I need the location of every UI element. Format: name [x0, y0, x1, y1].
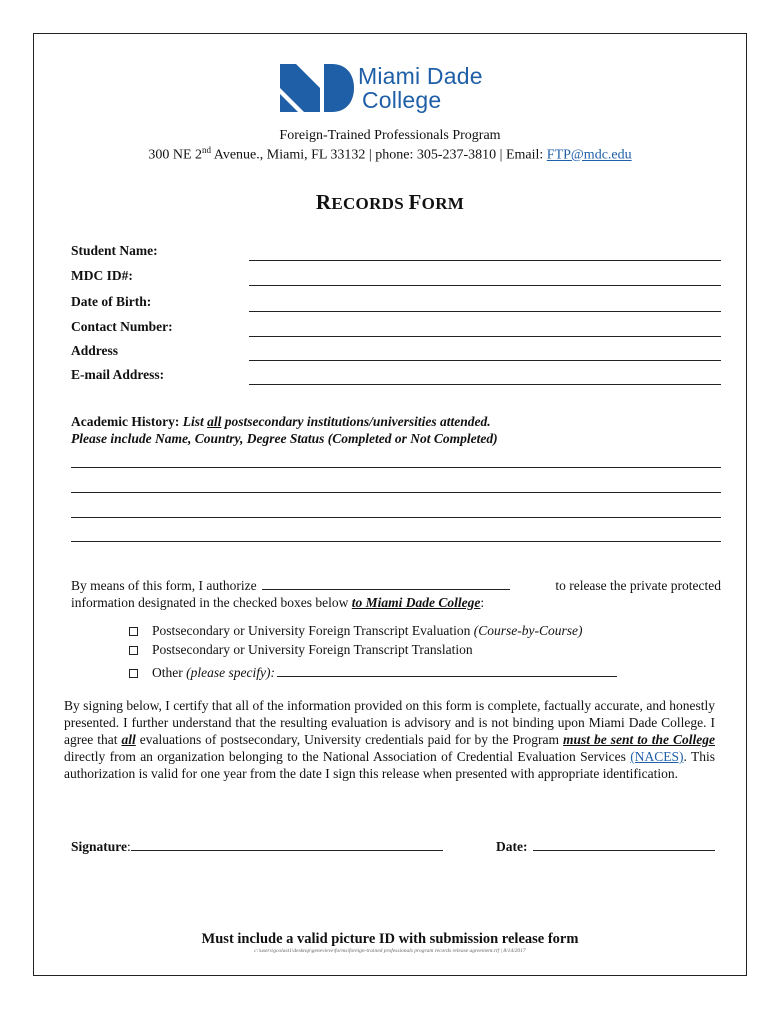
address-label: Address	[71, 343, 119, 358]
title-cap-f: F	[408, 190, 422, 214]
checkbox-row-translation	[129, 642, 473, 658]
evaluation-note: (Course-by-Course)	[473, 623, 583, 638]
cert-em2: must be sent to the College	[563, 732, 715, 747]
mdc-id-label: MDC ID#:	[71, 268, 133, 283]
title-cap-r: R	[315, 190, 332, 214]
college-name	[358, 64, 483, 112]
academic-line-2: Please include Name, Country, Degree Status (Completed or Not Completed)	[71, 431, 498, 446]
contact-info	[34, 145, 746, 164]
dob-row	[71, 292, 721, 312]
email-field[interactable]	[249, 384, 721, 385]
file-path: c:\users\gcolast1\desktop\genevieve\forms\foreign-trained professionals program records release agreement.rtf | 8/14/2017	[254, 948, 526, 954]
translation-checkbox[interactable]	[129, 646, 138, 655]
academic-instr-post: postsecondary institutions/universities attended.	[221, 414, 491, 429]
academic-line-4[interactable]	[71, 541, 721, 542]
auth-pre: By means of this form, I authorize	[71, 578, 260, 593]
student-name-label: Student Name:	[71, 243, 158, 258]
checkbox-row-other	[129, 664, 617, 681]
title-rest-1: ECORDS	[331, 194, 409, 213]
academic-line-2-field[interactable]	[71, 492, 721, 493]
program-name: Foreign-Trained Professionals Program	[279, 128, 501, 143]
other-label: Other	[152, 665, 187, 680]
contact-label: Contact Number:	[71, 319, 173, 334]
evaluation-checkbox[interactable]	[129, 627, 138, 636]
contact-field[interactable]	[249, 336, 721, 337]
logo-line-2: College	[362, 87, 442, 113]
cert-p1: By signing below, I certify that all of the information provided on this form is complete, factually accurate, and honestly presented. I further understand that the resulting evaluation is advisory and is not binding upon Miami Dade College. I agree that	[64, 698, 715, 747]
signature-field[interactable]	[131, 838, 443, 851]
cert-p2: evaluations of postsecondary, University credentials paid for by the Program	[135, 732, 564, 747]
address-sup: nd	[202, 145, 212, 155]
dob-field[interactable]	[249, 311, 721, 312]
other-specify-field[interactable]	[277, 664, 617, 677]
student-name-field[interactable]	[249, 260, 721, 261]
date-label: Date:	[496, 839, 528, 854]
address-text: 300 NE 2	[148, 147, 203, 163]
contact-row	[71, 317, 721, 337]
title-rest-2: ORM	[421, 194, 465, 213]
academic-line-1[interactable]	[71, 467, 721, 468]
date-field[interactable]	[533, 838, 715, 851]
translation-label: Postsecondary or University Foreign Transcript Translation	[152, 642, 473, 657]
student-name-row	[71, 241, 721, 261]
address-row	[71, 341, 721, 361]
auth-line2-pre: information designated in the checked boxes below	[71, 595, 352, 610]
academic-instr-em: all	[207, 414, 222, 429]
certification-paragraph	[64, 697, 715, 782]
logo-line-1: Miami Dade	[358, 63, 483, 89]
auth-line2-post: :	[480, 595, 485, 610]
email-link[interactable]: FTP@mdc.edu	[546, 147, 632, 163]
authorization-statement	[71, 577, 721, 610]
address-rest: Avenue., Miami, FL 33132 | phone: 305-237-3810 | Email:	[211, 147, 547, 163]
signature-label: Signature	[71, 839, 128, 854]
other-checkbox[interactable]	[129, 669, 138, 678]
date-row	[496, 838, 715, 855]
email-label: E-mail Address:	[71, 367, 165, 382]
cert-em1: all	[121, 732, 136, 747]
mdc-logo-icon	[280, 64, 354, 112]
checkbox-row-evaluation	[129, 623, 582, 639]
auth-line2-em: to Miami Dade College	[351, 595, 481, 610]
mdc-id-field[interactable]	[249, 285, 721, 286]
cert-p3: directly from an organization belonging to the National Association of Credential Evaluation Services	[64, 749, 631, 764]
form-page	[33, 33, 747, 976]
address-field[interactable]	[249, 360, 721, 361]
id-notice: Must include a valid picture ID with submission release form	[201, 931, 579, 947]
mdc-id-row	[71, 266, 721, 286]
dob-label: Date of Birth:	[71, 294, 152, 309]
auth-post: to release the private protected	[555, 578, 721, 593]
academic-instr-pre: List	[182, 414, 208, 429]
naces-link[interactable]: (NACES)	[630, 749, 684, 764]
academic-line-3[interactable]	[71, 517, 721, 518]
academic-label: Academic History:	[71, 414, 183, 429]
authorized-party-field[interactable]	[262, 577, 510, 590]
signature-row	[71, 838, 443, 855]
signature-colon: :	[127, 839, 131, 854]
college-logo	[280, 64, 483, 112]
page-title	[34, 190, 746, 215]
cert-p4: . This authorization is valid for one year from the date I sign this release when presented with appropriate identification.	[64, 749, 715, 781]
other-note: (please specify):	[186, 665, 275, 680]
evaluation-label: Postsecondary or University Foreign Transcript Evaluation	[152, 623, 474, 638]
academic-history-instructions	[71, 413, 498, 447]
email-row	[71, 365, 721, 385]
